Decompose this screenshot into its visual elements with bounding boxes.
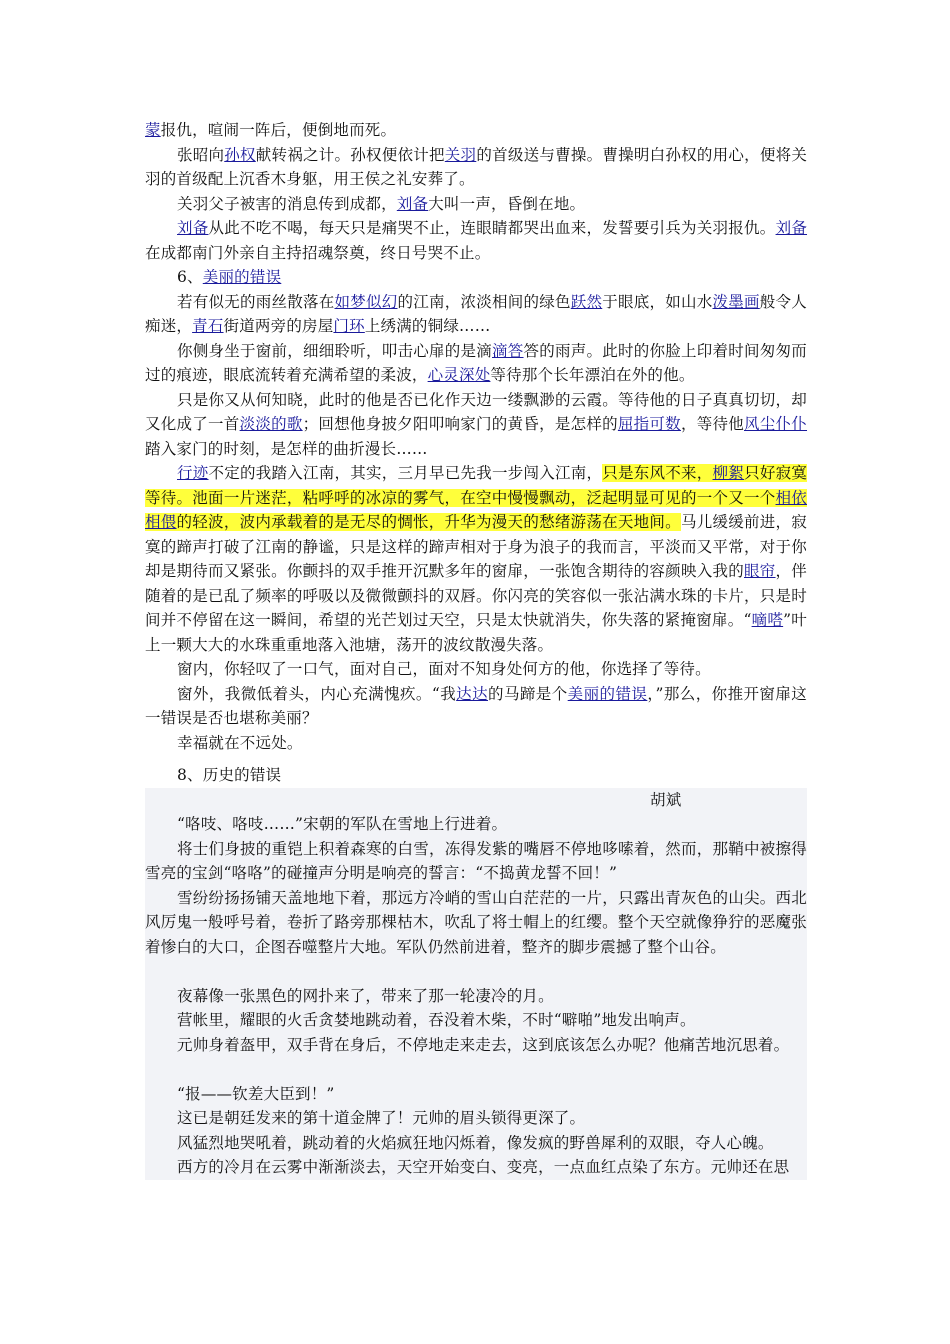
link-liubei[interactable]: 刘备: [396, 194, 429, 213]
paragraph-11: 幸福就在不远处。: [177, 733, 303, 752]
paragraph-16: 营帐里，耀眼的火舌贪婪地跳动着，吞没着木柴，不时“噼啪”地发出响声。: [177, 1011, 696, 1029]
paragraph-2: 张昭向孙权献转祸之计。孙权便依计把关羽的首级送与曹操。曹操明白孙权的用心，便将关羽的首级配上沉香木身躯，用王侯之礼安葬了。: [145, 145, 808, 188]
shaded-block: [145, 788, 807, 1180]
link-rumengsihuan[interactable]: 如梦似幻: [334, 292, 398, 311]
paragraph-10: 窗外，我微低着头，内心充满愧疚。“我达达的马蹄是个美丽的错误，”那么，你推开窗扉这一错误是否也堪称美丽？: [145, 684, 807, 727]
link-sunquan[interactable]: 孙权: [224, 145, 256, 164]
link-qingshi[interactable]: 青石: [192, 317, 224, 335]
link-meng[interactable]: 蒙: [145, 121, 161, 139]
author-name: 胡斌: [650, 790, 682, 809]
link-xiangyixiangwei[interactable]: 相依相偎: [145, 488, 807, 531]
link-liubei-2[interactable]: 刘备: [177, 219, 209, 237]
link-xinlingshenchu[interactable]: 心灵深处: [427, 366, 491, 384]
paragraph-9: 窗内，你轻叹了一口气，面对自己，面对不知身处何方的他，你选择了等待。: [177, 660, 711, 678]
section-heading-8: 8、历史的错误: [177, 766, 282, 784]
paragraph-7: 只是你又从何知晓，此时的他是否已化作天边一缕飘渺的云霞。等待他的日子真真切切，却又化成了一首淡淡的歌；回想他身披夕阳叩响家门的黄昏，是怎样的屈指可数，等待他风尘仆仆踏入家门的时刻，是怎样的曲折漫长……: [145, 390, 808, 458]
link-dida-2[interactable]: 嘀嗒: [751, 611, 784, 629]
paragraph-17: 元帅身着盔甲，双手背在身后，不停地走来走去，这到底该怎么办呢？他痛苦地沉思着。: [177, 1035, 790, 1054]
paragraph-13: 将士们身披的重铠上积着森寒的白雪，冻得发紫的嘴唇不停地哆嗦着，然而，那鞘中被擦得雪亮的宝剑“咯咯”的碰撞声分明是响亮的誓言：“不捣黄龙誓不回！”: [145, 839, 807, 882]
paragraph-20: 风猛烈地哭吼着，跳动着的火焰疯狂地闪烁着，像发疯的野兽犀利的双眼，夺人心魄。: [177, 1133, 774, 1152]
paragraph-14: 雪纷纷扬扬铺天盖地地下着，那远方冷峭的雪山白茫茫的一片，只露出青灰色的山尖。西北风厉鬼一般呼号着，卷折了路旁那棵枯木，吹乱了将士帽上的红缨。整个天空就像狰狞的恶魔张着惨白的大口，企图吞噬整片大地。军队仍然前进着，整齐的脚步震撼了整个山谷。: [145, 888, 807, 956]
paragraph-18: “报——钦差大臣到！”: [177, 1084, 335, 1103]
link-liuxu[interactable]: 柳絮: [712, 464, 745, 482]
link-beautiful-mistake-2[interactable]: 美丽的错误: [567, 684, 648, 703]
link-dada[interactable]: 达达: [456, 684, 489, 703]
paragraph-12: “咯吱、咯吱……”宋朝的军队在雪地上行进着。: [177, 815, 508, 833]
paragraph-3: 关羽父子被害的消息传到成都，刘备大叫一声，昏倒在地。: [177, 194, 586, 213]
link-pomohua[interactable]: 泼墨画: [712, 292, 760, 311]
document-page: [145, 118, 807, 1180]
link-fengchenpupu[interactable]: 风尘仆仆: [744, 415, 808, 433]
paragraph-19: 这已是朝廷发来的第十道金牌了！元帅的眉头锁得更深了。: [177, 1109, 586, 1127]
link-yueran[interactable]: 跃然: [570, 292, 603, 311]
link-beautiful-mistake[interactable]: 美丽的错误: [202, 268, 282, 286]
link-quzhikeshu[interactable]: 屈指可数: [617, 415, 681, 433]
link-dida[interactable]: 滴答: [492, 341, 524, 360]
spacer: [145, 755, 807, 763]
blank-line: [145, 959, 807, 984]
paragraph-5: 若有似无的雨丝散落在如梦似幻的江南，浓淡相间的绿色跃然于眼底，如山水泼墨画般令人痴迷，青石街道两旁的房屋门环上绣满的铜绿……: [145, 292, 807, 335]
paragraph-21: 西方的冷月在云雾中渐渐淡去，天空开始变白、变亮，一点血红点染了东方。元帅还在思: [177, 1158, 790, 1176]
link-menhuan[interactable]: 门环: [333, 317, 365, 335]
paragraph-1: 蒙报仇，喧闹一阵后，便倒地而死。: [145, 121, 397, 139]
paragraph-8: 行迹不定的我踏入江南，其实，三月早已先我一步闯入江南，只是东风不来，柳絮只好寂寞等待。池面一片迷茫，粘呼呼的冰凉的雾气，在空中慢慢飘动，泛起明显可见的一个又一个相依相偎的轻波，波内承载着的是无尽的惆怅，升华为漫天的愁绪游荡在天地间。马儿缓缓前进，寂寞的蹄声打破了江南的静谧，只是这样的蹄声相对于身为浪子的我而言，平淡而又平常，对于你却是期待而又紧张。你颤抖的双手推开沉默多年的窗扉，一张饱含期待的容颜映入我的眼帘，伴随着的是已乱了频率的呼吸以及微微颤抖的双唇。你闪亮的笑容似一张沾满水珠的卡片，只是时间并不停留在这一瞬间，希望的光芒划过天空，只是太快就消失，你失落的紧掩窗扉。“嘀嗒”叶上一颗大大的水珠重重地落入池塘，荡开的波纹散漫失落。: [145, 464, 808, 654]
author-line: [145, 788, 807, 813]
section-heading-6: 6、美丽的错误: [177, 268, 282, 286]
link-liubei-3[interactable]: 刘备: [775, 219, 808, 237]
link-dandandege[interactable]: 淡淡的歌: [239, 415, 303, 433]
paragraph-4: 刘备从此不吃不喝，每天只是痛哭不止，连眼睛都哭出血来，发誓要引兵为关羽报仇。刘备在成都南门外亲自主持招魂祭奠，终日号哭不止。: [145, 219, 808, 262]
link-yanlian[interactable]: 眼帘: [744, 562, 776, 580]
paragraph-15: 夜幕像一张黑色的网扑来了，带来了那一轮凄冷的月。: [177, 986, 554, 1005]
link-xingji[interactable]: 行迹: [177, 464, 209, 482]
link-guanyu[interactable]: 关羽: [444, 145, 477, 164]
highlighted-text: 只是东风不来，柳絮只好寂寞等待。池面一片迷茫，粘呼呼的冰凉的雾气，在空中慢慢飘动，泛起明显可见的一个又一个相依相偎的轻波，波内承载着的是无尽的惆怅，升华为漫天的愁绪游荡在天地间。: [145, 464, 808, 531]
blank-line-2: [145, 1057, 807, 1082]
paragraph-6: 你侧身坐于窗前，细细聆听，叩击心扉的是滴滴答答的雨声。此时的你脸上印着时间匆匆而过的痕迹，眼底流转着充满希望的柔波，心灵深处等待那个长年漂泊在外的他。: [145, 341, 807, 384]
